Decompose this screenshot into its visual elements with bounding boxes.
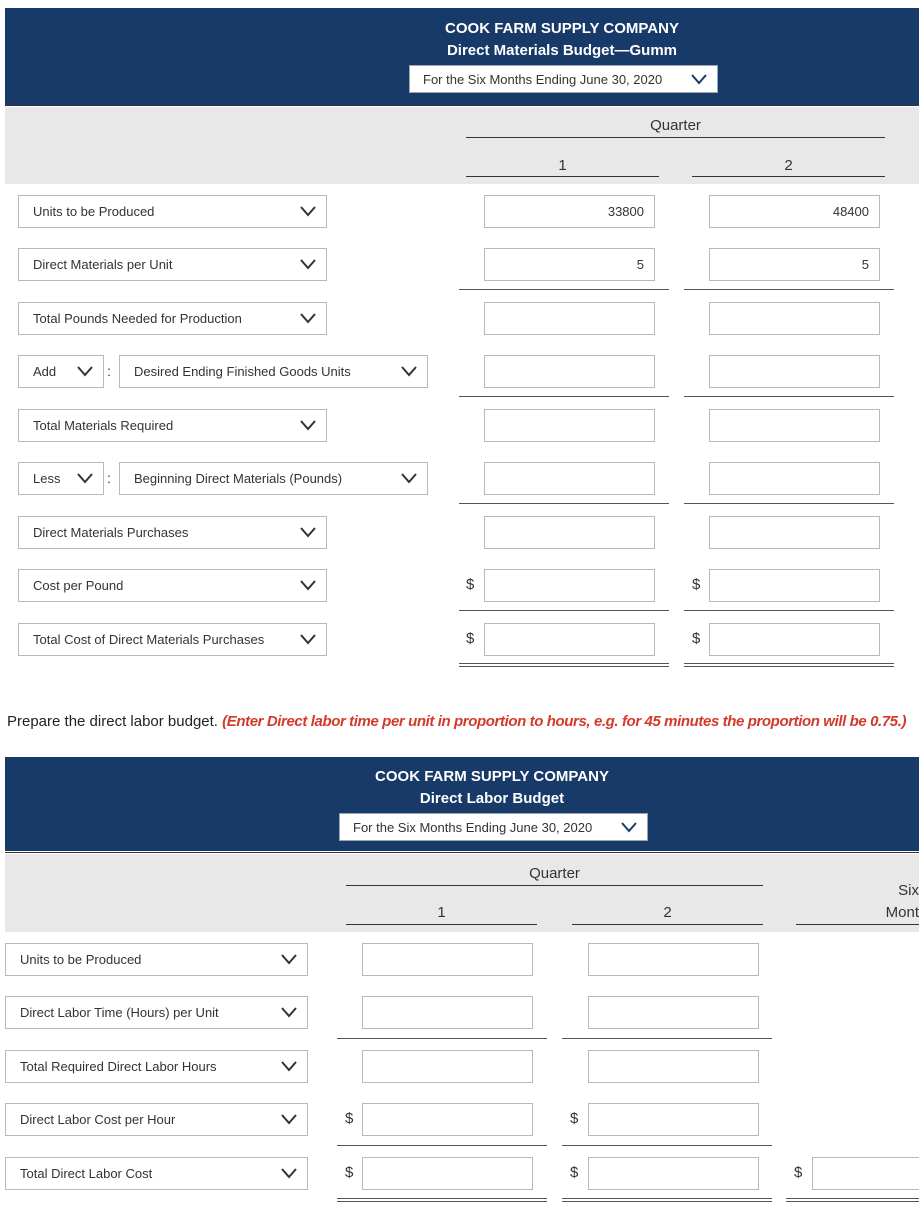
total-materials-label: Total Materials Required (33, 418, 174, 433)
labor-total-hours-label: Total Required Direct Labor Hours (20, 1059, 217, 1074)
labor-col-six-months-rule (796, 924, 919, 925)
materials-col-q1-rule (466, 176, 659, 177)
units-produced-q2-input[interactable]: 48400 (709, 195, 880, 228)
labor-total-cost-q1-double-rule-top (337, 1198, 547, 1199)
labor-cost-per-hour-q2-underline (562, 1145, 772, 1146)
labor-col-q1: 1 (437, 904, 446, 921)
cost-per-pound-q2-underline (684, 610, 894, 611)
dm-purchases-select[interactable] (18, 516, 327, 549)
total-materials-select[interactable] (18, 409, 327, 442)
labor-total-hours-q1-input[interactable] (362, 1050, 533, 1083)
beginning-dm-q1-input[interactable] (484, 462, 655, 495)
chevron-down-icon (691, 73, 707, 85)
units-produced-q1-input[interactable]: 33800 (484, 195, 655, 228)
labor-total-cost-six-months-double-rule-bottom (786, 1201, 919, 1202)
labor-units-select[interactable] (5, 943, 308, 976)
labor-budget-instruction (7, 713, 906, 730)
beginning-dm-q2-input[interactable] (709, 462, 880, 495)
materials-banner-rule (5, 105, 919, 106)
beginning-dm-select[interactable] (119, 462, 428, 495)
labor-units-q2-input[interactable] (588, 943, 759, 976)
total-dm-cost-q1-double-rule-bottom (459, 666, 669, 667)
materials-period-value: For the Six Months Ending June 30, 2020 (423, 71, 663, 87)
beginning-dm-label: Beginning Direct Materials (Pounds) (134, 471, 343, 486)
total-materials-q1-input[interactable] (484, 409, 655, 442)
total-pounds-select[interactable] (18, 302, 327, 335)
instruction-note: (Enter Direct labor time per unit in proportion to hours, e.g. for 45 minutes the proportion will be 0.75.) (222, 713, 907, 730)
labor-total-cost-six-months-input[interactable] (812, 1157, 919, 1190)
labor-total-cost-q1-input[interactable] (362, 1157, 533, 1190)
materials-col-q2-rule (692, 176, 885, 177)
total-dm-cost-q2-currency: $ (692, 630, 701, 647)
add-colon: : (107, 363, 111, 379)
total-pounds-q2-input[interactable] (709, 302, 880, 335)
labor-cost-per-hour-q1-underline (337, 1145, 547, 1146)
labor-cost-per-hour-q2-currency: $ (570, 1110, 579, 1127)
chevron-down-icon (300, 633, 316, 645)
labor-total-cost-six-months-double-rule-top (786, 1198, 919, 1199)
total-pounds-q1-input[interactable] (484, 302, 655, 335)
desired-ending-label: Desired Ending Finished Goods Units (134, 364, 351, 379)
beginning-dm-q1-underline (459, 503, 669, 504)
less-operator-label: Less (33, 471, 61, 486)
labor-budget-title: Direct Labor Budget (419, 790, 565, 807)
dm-per-unit-q1-underline (459, 289, 669, 290)
labor-cost-per-hour-label: Direct Labor Cost per Hour (20, 1112, 176, 1127)
labor-col-six-months-line2: Mont (885, 904, 919, 921)
labor-time-per-unit-q1-input[interactable] (362, 996, 533, 1029)
chevron-down-icon (281, 953, 297, 965)
labor-time-per-unit-select[interactable] (5, 996, 308, 1029)
labor-total-cost-q2-double-rule-bottom (562, 1201, 772, 1202)
labor-time-per-unit-q2-input[interactable] (588, 996, 759, 1029)
chevron-down-icon (300, 419, 316, 431)
desired-ending-q1-input[interactable] (484, 355, 655, 388)
labor-total-cost-q2-double-rule-top (562, 1198, 772, 1199)
materials-quarter-header: Quarter (650, 117, 701, 134)
dm-per-unit-q1-input[interactable]: 5 (484, 248, 655, 281)
add-operator-label: Add (33, 364, 57, 379)
labor-banner-rule (5, 852, 919, 853)
units-produced-label: Units to be Produced (33, 204, 155, 219)
dm-purchases-q1-input[interactable] (484, 516, 655, 549)
chevron-down-icon (300, 205, 316, 217)
total-materials-q2-input[interactable] (709, 409, 880, 442)
chevron-down-icon (300, 579, 316, 591)
labor-total-cost-q1-double-rule-bottom (337, 1201, 547, 1202)
total-dm-cost-q1-double-rule-top (459, 663, 669, 664)
chevron-down-icon (281, 1167, 297, 1179)
desired-ending-q1-underline (459, 396, 669, 397)
chevron-down-icon (300, 258, 316, 270)
labor-budget-banner (5, 757, 919, 851)
labor-total-cost-q2-input[interactable] (588, 1157, 759, 1190)
less-colon: : (107, 470, 111, 486)
total-dm-cost-label: Total Cost of Direct Materials Purchases (33, 632, 265, 647)
labor-col-q2-rule (572, 924, 763, 925)
dm-per-unit-q2-input[interactable]: 5 (709, 248, 880, 281)
dm-per-unit-q2-underline (684, 289, 894, 290)
labor-period-select[interactable] (339, 813, 648, 841)
materials-budget-banner (5, 8, 919, 105)
total-pounds-label: Total Pounds Needed for Production (33, 311, 242, 326)
total-dm-cost-select[interactable] (18, 623, 327, 656)
cost-per-pound-select[interactable] (18, 569, 327, 602)
total-dm-cost-q2-double-rule-bottom (684, 666, 894, 667)
dm-per-unit-label: Direct Materials per Unit (33, 257, 173, 272)
total-dm-cost-q1-input[interactable] (484, 623, 655, 656)
total-dm-cost-q2-double-rule-top (684, 663, 894, 664)
materials-budget-title: Direct Materials Budget—Gumm (446, 42, 678, 59)
labor-total-hours-q2-input[interactable] (588, 1050, 759, 1083)
instruction-text: Prepare the direct labor budget. (7, 713, 223, 730)
labor-col-six-months-line1: Six (898, 882, 919, 899)
labor-total-cost-q2-currency: $ (570, 1164, 579, 1181)
labor-col-q1-rule (346, 924, 537, 925)
labor-col-q2: 2 (663, 904, 672, 921)
less-operator-select[interactable] (18, 462, 104, 495)
desired-ending-q2-input[interactable] (709, 355, 880, 388)
total-dm-cost-q2-input[interactable] (709, 623, 880, 656)
cost-per-pound-q2-currency: $ (692, 576, 701, 593)
labor-time-per-unit-label: Direct Labor Time (Hours) per Unit (20, 1005, 219, 1020)
labor-cost-per-hour-q2-input[interactable] (588, 1103, 759, 1136)
desired-ending-q2-underline (684, 396, 894, 397)
labor-cost-per-hour-select[interactable] (5, 1103, 308, 1136)
dm-per-unit-select[interactable] (18, 248, 327, 281)
cost-per-pound-q1-currency: $ (466, 576, 475, 593)
materials-col-q1: 1 (558, 157, 567, 174)
cost-per-pound-label: Cost per Pound (33, 578, 124, 593)
cost-per-pound-q2-input[interactable] (709, 569, 880, 602)
chevron-down-icon (281, 1006, 297, 1018)
chevron-down-icon (300, 526, 316, 538)
chevron-down-icon (281, 1060, 297, 1072)
labor-time-per-unit-q2-underline (562, 1038, 772, 1039)
labor-total-hours-select[interactable] (5, 1050, 308, 1083)
labor-total-cost-select[interactable] (5, 1157, 308, 1190)
chevron-down-icon (401, 365, 417, 377)
labor-total-cost-label: Total Direct Labor Cost (20, 1166, 153, 1181)
labor-quarter-rule (346, 885, 763, 886)
labor-units-label: Units to be Produced (20, 952, 142, 967)
labor-quarter-header: Quarter (529, 865, 580, 882)
add-operator-select[interactable] (18, 355, 104, 388)
beginning-dm-q2-underline (684, 503, 894, 504)
labor-company-name: COOK FARM SUPPLY COMPANY (375, 768, 609, 785)
materials-quarter-rule (466, 137, 885, 138)
labor-units-q1-input[interactable] (362, 943, 533, 976)
chevron-down-icon (77, 472, 93, 484)
total-dm-cost-q1-currency: $ (466, 630, 475, 647)
materials-col-q2: 2 (784, 157, 793, 174)
labor-cost-per-hour-q1-input[interactable] (362, 1103, 533, 1136)
labor-total-cost-six-months-currency: $ (794, 1164, 803, 1181)
chevron-down-icon (300, 312, 316, 324)
desired-ending-select[interactable] (119, 355, 428, 388)
dm-purchases-label: Direct Materials Purchases (33, 525, 189, 540)
units-produced-select[interactable] (18, 195, 327, 228)
cost-per-pound-q1-underline (459, 610, 669, 611)
chevron-down-icon (621, 821, 637, 833)
labor-total-cost-q1-currency: $ (345, 1164, 354, 1181)
materials-period-select[interactable] (409, 65, 718, 93)
chevron-down-icon (281, 1113, 297, 1125)
materials-company-name: COOK FARM SUPPLY COMPANY (445, 20, 679, 37)
cost-per-pound-q1-input[interactable] (484, 569, 655, 602)
labor-period-value: For the Six Months Ending June 30, 2020 (353, 819, 593, 835)
labor-time-per-unit-q1-underline (337, 1038, 547, 1039)
chevron-down-icon (401, 472, 417, 484)
dm-purchases-q2-input[interactable] (709, 516, 880, 549)
chevron-down-icon (77, 365, 93, 377)
labor-cost-per-hour-q1-currency: $ (345, 1110, 354, 1127)
